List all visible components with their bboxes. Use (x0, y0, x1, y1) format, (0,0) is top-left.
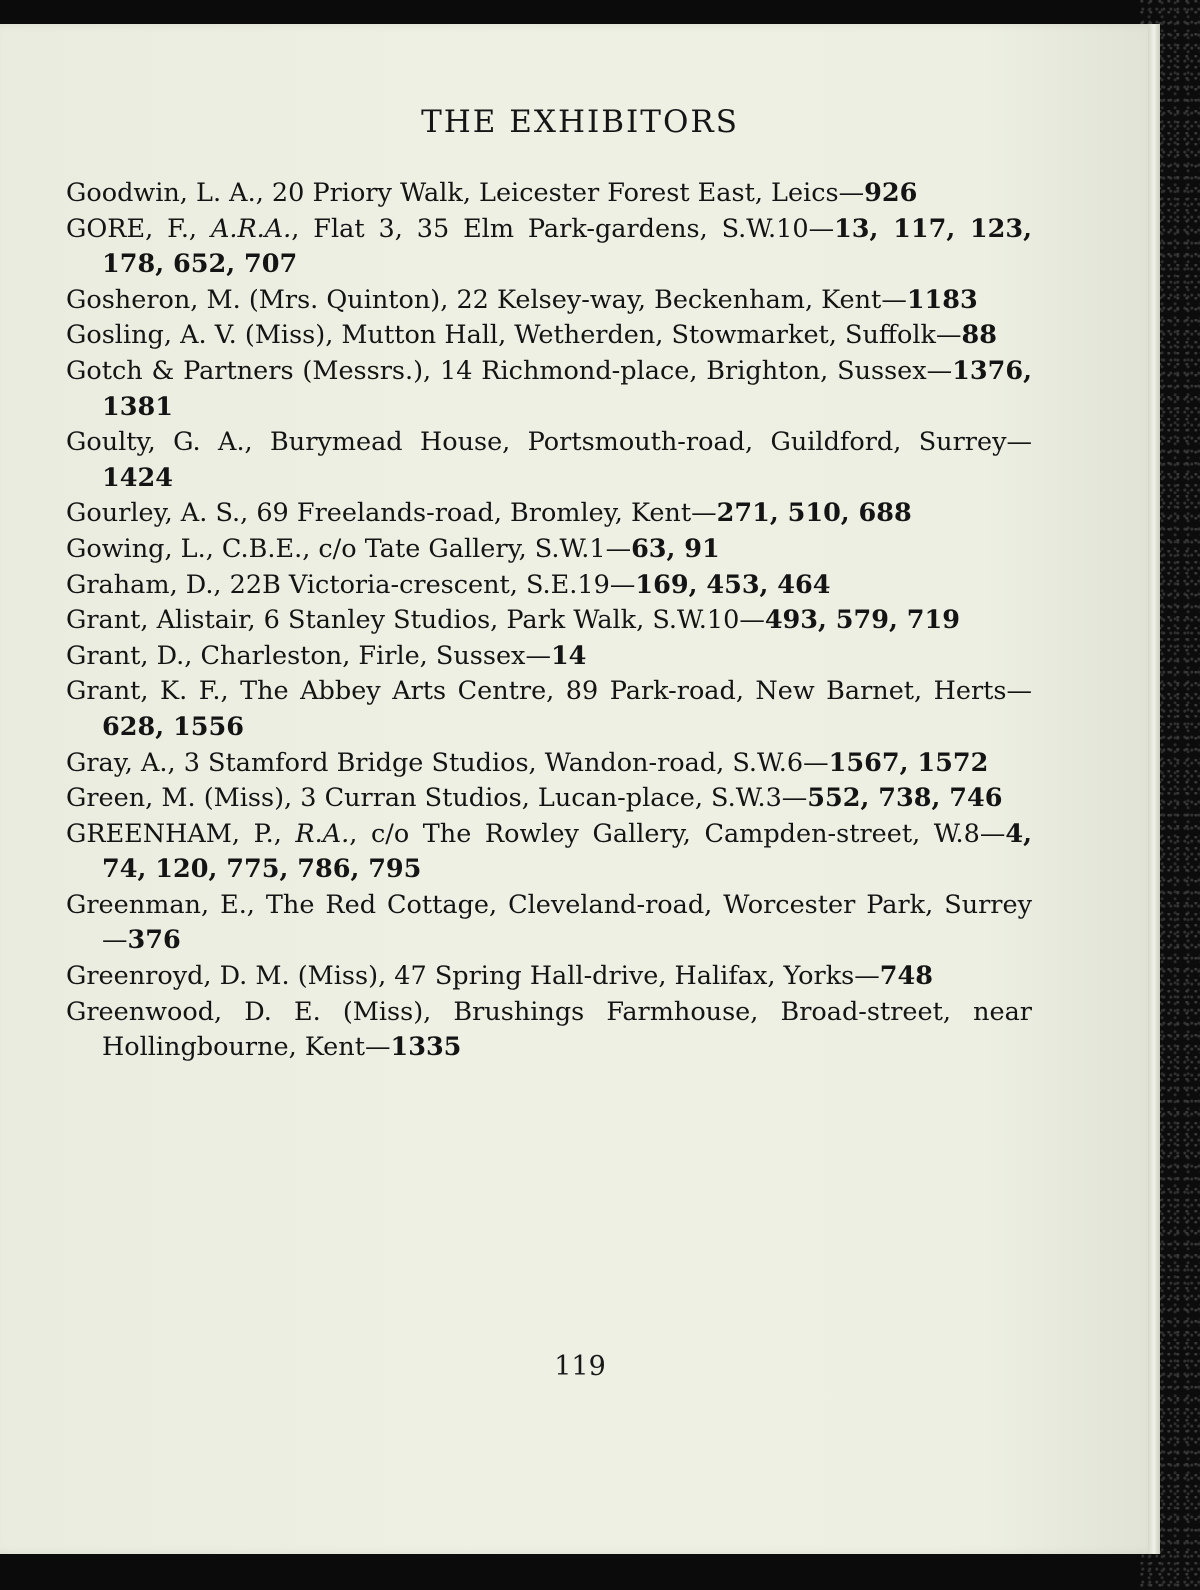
exhibitor-name: Green, M. (Miss) (66, 783, 285, 814)
list-item (66, 354, 1032, 425)
exhibitor-address: , Brushings Farmhouse, Broad-street, near Hollingbourne, Kent (102, 996, 1032, 1063)
catalogue-numbers: 63, 91 (631, 533, 720, 564)
catalogue-numbers: 4, 74, 120, 775, 786, 795 (102, 818, 1032, 885)
exhibitor-name: Graham, D. (66, 569, 214, 600)
exhibitor-name: GORE, F. (66, 213, 189, 244)
list-item (66, 781, 1032, 817)
dash-separator: — (605, 533, 632, 564)
exhibitor-title: A.R.A. (210, 213, 292, 244)
list-item (66, 888, 1032, 959)
exhibitor-address: , 6 Stanley Studios, Park Walk, S.W.10 (247, 605, 740, 636)
list-item (66, 995, 1032, 1066)
catalogue-numbers: 748 (879, 961, 933, 992)
exhibitor-name: Greenroyd, D. M. (Miss) (66, 961, 379, 992)
catalogue-numbers: 1376, 1381 (102, 355, 1032, 422)
exhibitor-address: , 20 Priory Walk, Leicester Forest East, Leics (255, 178, 839, 208)
exhibitor-title: R.A. (295, 818, 350, 849)
list-item (66, 283, 1032, 319)
page-number: 119 (554, 1351, 606, 1382)
dash-separator: — (1006, 427, 1032, 458)
exhibitor-name: Gourley, A. S. (66, 498, 241, 529)
list-item: GORE, F., A.R.A., Flat 3, 35 Elm Park-gardens, S.W.10—13, 117, 123, 178, 652, 707 (66, 213, 1032, 280)
catalogue-numbers: 493, 579, 719 (764, 605, 961, 636)
dash-separator: — (926, 355, 953, 386)
list-item (66, 532, 1032, 568)
exhibitor-name: Greenwood, D. E. (Miss) (66, 996, 424, 1027)
catalogue-numbers: 88 (961, 320, 997, 351)
exhibitor-name: Greenman, E. (66, 889, 247, 920)
exhibitor-name: Gotch & Partners (Messrs.) (66, 355, 424, 386)
exhibitor-name: Goodwin, L. A. (66, 178, 256, 208)
list-item (66, 425, 1032, 496)
dash-separator: — (739, 605, 765, 636)
list-item (66, 746, 1032, 782)
exhibitor-address: , 47 Spring Hall-drive, Halifax, Yorks (378, 961, 855, 992)
exhibitor-name: GREENHAM, P. (66, 818, 274, 849)
catalogue-numbers: 169, 453, 464 (635, 569, 831, 600)
catalogue-numbers: 926 (864, 178, 918, 208)
exhibitor-list (66, 176, 1032, 1066)
exhibitor-name: Grant, Alistair (66, 605, 248, 636)
catalogue-numbers: 552, 738, 746 (807, 783, 1003, 814)
exhibitor-name: Gosheron, M. (Mrs. Quinton) (66, 284, 441, 315)
exhibitor-address: , 22B Victoria-crescent, S.E.19 (213, 569, 610, 600)
dash-separator: — (979, 818, 1006, 849)
exhibitor-name: Grant, D. (66, 640, 185, 671)
catalogue-numbers: 14 (550, 640, 587, 671)
exhibitor-name: Gowing, L., C.B.E. (66, 533, 303, 564)
list-item (66, 959, 1032, 995)
dash-separator: — (1006, 676, 1032, 707)
exhibitor-name: Gosling, A. V. (Miss) (66, 320, 326, 351)
exhibitor-address: , 69 Freelands-road, Bromley, Kent (240, 498, 692, 529)
exhibitor-address: , 3 Stamford Bridge Studios, Wandon-road, S.W.6 (167, 747, 804, 778)
dash-separator: — (364, 1032, 391, 1063)
catalogue-numbers: 1424 (102, 462, 173, 493)
exhibitor-name: Grant, K. F. (66, 676, 221, 707)
exhibitor-address: , c/o Tate Gallery, S.W.1 (302, 533, 606, 564)
page-edge (1148, 24, 1160, 1554)
catalogue-numbers: 1335 (390, 1032, 462, 1063)
list-item (66, 568, 1032, 604)
list-item: GREENHAM, P., R.A., c/o The Rowley Gallery, Campden-street, W.8—4, 74, 120, 775, 786, 795 (66, 818, 1032, 885)
dash-separator: — (935, 320, 962, 351)
dash-separator: — (808, 213, 835, 244)
exhibitor-name: Gray, A. (66, 747, 168, 778)
exhibitor-name: Goulty, G. A. (66, 427, 245, 458)
catalogue-numbers: 13, 117, 123, 178, 652, 707 (102, 213, 1032, 280)
list-item (66, 318, 1032, 354)
list-item (66, 639, 1032, 675)
exhibitor-address: , The Red Cottage, Cleveland-road, Worcester Park, Surrey (246, 889, 1032, 920)
dash-separator: — (525, 640, 551, 671)
exhibitor-address: , 22 Kelsey-way, Beckenham, Kent (440, 284, 882, 315)
list-item (66, 176, 1032, 212)
exhibitor-address: , Charleston, Firle, Sussex (184, 640, 526, 671)
exhibitor-address: , The Abbey Arts Centre, 89 Park-road, New Barnet, Herts (220, 676, 1007, 707)
dash-separator: — (881, 284, 907, 315)
list-item (66, 603, 1032, 639)
exhibitor-address: , Burymead House, Portsmouth-road, Guildford, Surrey (244, 427, 1007, 458)
list-item (66, 674, 1032, 745)
catalogue-numbers: 628, 1556 (102, 711, 244, 742)
exhibitor-address: , 14 Richmond-place, Brighton, Sussex (423, 355, 927, 386)
page-title: THE EXHIBITORS (421, 104, 739, 140)
dash-separator: — (803, 747, 829, 778)
catalogue-numbers: 376 (127, 925, 181, 956)
catalogue-numbers: 1567, 1572 (828, 747, 989, 778)
exhibitor-address: , c/o The Rowley Gallery, Campden-street, W.8 (349, 818, 980, 849)
list-item (66, 496, 1032, 532)
catalogue-numbers: 271, 510, 688 (716, 498, 912, 529)
dash-separator: — (609, 569, 636, 600)
exhibitor-address: , 3 Curran Studios, Lucan-place, S.W.3 (284, 783, 782, 814)
dash-separator: — (854, 961, 880, 992)
catalogue-numbers: 1183 (906, 284, 978, 315)
dash-separator: — (691, 498, 717, 529)
exhibitor-address: , Mutton Hall, Wetherden, Stowmarket, Suffolk (325, 320, 936, 351)
dash-separator: — (838, 178, 865, 208)
dash-separator: — (781, 783, 808, 814)
dash-separator: — (102, 925, 128, 956)
exhibitor-address: , Flat 3, 35 Elm Park-gardens, S.W.10 (291, 213, 809, 244)
book-page (0, 24, 1160, 1554)
